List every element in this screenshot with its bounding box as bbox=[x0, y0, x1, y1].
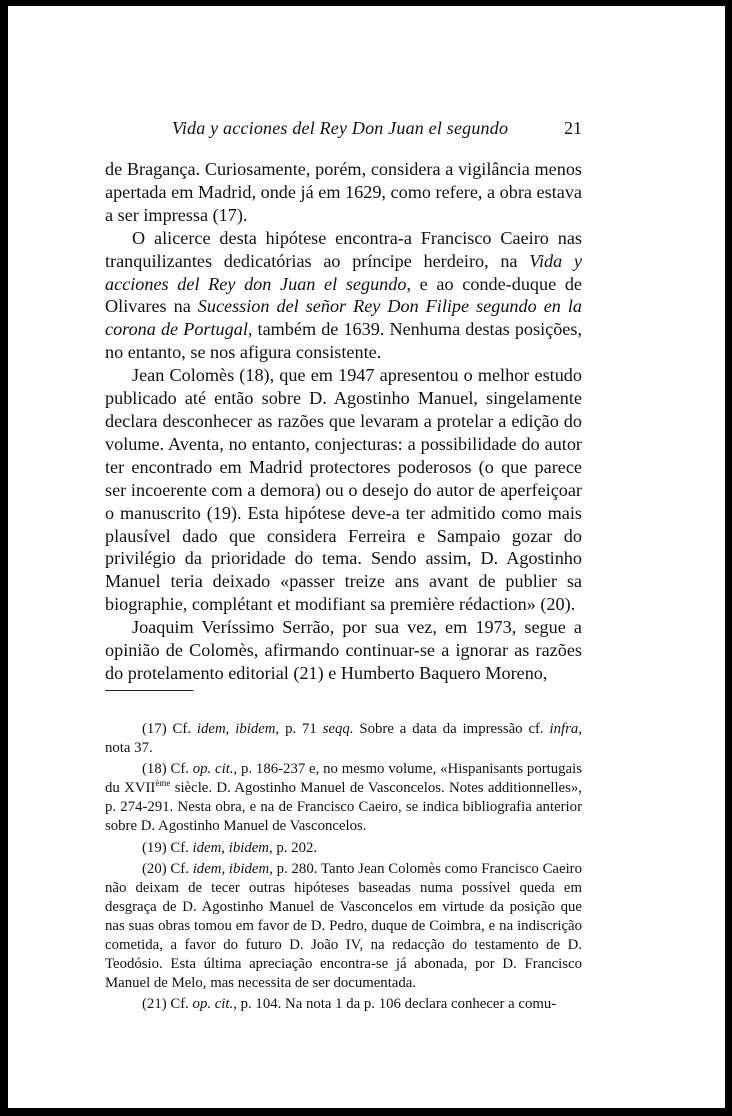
text-run: , p. 186-237 e, no mesmo volume, «Hispanisants portugais du XVII bbox=[105, 761, 582, 797]
text-run: Joaquim Veríssimo Serrão, por sua vez, em 1973, segue a opinião de Colomès, afirmando continuar-se a ignorar as razões do protelamento editorial (21) e Humberto Baquero Moreno, bbox=[105, 617, 582, 683]
text-run: , p. 202. bbox=[268, 839, 318, 856]
text-run: , p. 104. Na nota 1 da p. 106 declara conhecer a comu- bbox=[233, 996, 557, 1013]
book-page bbox=[8, 6, 725, 1108]
paragraph-2 bbox=[105, 227, 582, 364]
text-run: , e ao conde-duque de Olivares na bbox=[105, 273, 583, 317]
text-run: (17) Cf. bbox=[142, 721, 197, 737]
text-run: (19) Cf. bbox=[142, 839, 193, 856]
work-title-sucession: Sucession del señor Rey Don Filipe segundo en la corona de Portugal bbox=[105, 296, 582, 340]
page-number: 21 bbox=[564, 118, 582, 138]
main-text bbox=[105, 158, 582, 685]
text-run: , também de 1639. Nenhuma destas posições, no entanto, se nos afigura consistente. bbox=[105, 319, 582, 363]
text-run: , nota 37. bbox=[105, 721, 582, 757]
footnote-separator bbox=[105, 690, 193, 691]
text-run: (18) Cf. bbox=[142, 761, 193, 778]
italic-run: idem, ibidem bbox=[192, 860, 270, 877]
running-title: Vida y acciones del Rey Don Juan el segundo bbox=[172, 118, 509, 138]
footnote-21 bbox=[105, 995, 582, 1014]
text-run: , p. 71 bbox=[275, 721, 323, 737]
paragraph-3 bbox=[105, 364, 582, 616]
italic-run: op. cit. bbox=[192, 996, 234, 1013]
footnotes bbox=[105, 720, 582, 1016]
italic-run: seqq. bbox=[322, 721, 354, 737]
text-run: (21) Cf. bbox=[142, 996, 193, 1013]
footnote-17 bbox=[105, 720, 582, 758]
text-run: Jean Colomès (18), que em 1947 apresentou o melhor estudo publicado até então sobre D. Agostinho Manuel, singelamente declara desconhecer as razões que levaram a protelar a edição do volume. Aventa, no entanto, conjecturas: a possibilidade do autor ter encontrado em Madrid protectores poderosos (o que parece ser incoerente com a demora) ou o desejo do autor de aperfeiçoar o manuscrito (19). Esta hipótese deve-a ter admitido como mais plausível dado que considera Ferreira e Sampaio gozar do privilégio da prioridade do tema. Sendo assim, D. Agostinho Manuel teria deixado «passer treize ans avant de publier sa biographie, complétant et modifiant sa première rédaction» (20). bbox=[105, 365, 582, 615]
italic-run: op. cit. bbox=[192, 761, 234, 778]
work-title-vida: Vida y acciones del Rey don Juan el segundo bbox=[105, 250, 582, 294]
italic-run: infra bbox=[549, 721, 579, 737]
footnote-20 bbox=[105, 860, 582, 994]
superscript: ème bbox=[155, 778, 171, 789]
text-run: O alicerce desta hipótese encontra-a Francisco Caeiro nas tranquilizantes dedicatórias ao príncipe herdeiro, na bbox=[105, 227, 582, 271]
running-header bbox=[104, 118, 582, 148]
italic-run: idem, ibidem bbox=[192, 839, 269, 856]
text-run: (20) Cf. bbox=[142, 860, 193, 877]
footnote-19 bbox=[105, 839, 582, 858]
text-run: siècle. D. Agostinho Manuel de Vasconcelos. Notes additionnelles», p. 274-291. Nesta obra, e na de Francisco Caeiro, se indica bibliografia anterior sobre D. Agostinho Manuel de Vasconcelos. bbox=[105, 780, 582, 835]
text-run: , p. 280. Tanto Jean Colomès como Francisco Caeiro não deixam de tecer outras hipóteses baseadas numa possível queda em desgraça de D. Agostinho Manuel de Vasconcelos em virtude da posição que nas suas obras tomou em favor de D. Pedro, duque de Coimbra, e na indiscrição cometida, a favor do futuro D. João IV, na redacção do testamento de D. Teodósio. Esta última apreciação encontra-se já abonada, por D. Francisco Manuel de Melo, mas necessita de ser documentada. bbox=[105, 860, 583, 992]
text-run: Sobre a data da impressão cf. bbox=[353, 721, 550, 737]
italic-run: idem, ibidem bbox=[196, 721, 276, 737]
text-run: de Bragança. Curiosamente, porém, considera a vigilância menos apertada em Madrid, onde já em 1629, como refere, a obra estava a ser impressa (17). bbox=[105, 159, 582, 225]
paragraph-1 bbox=[105, 158, 582, 227]
footnote-18 bbox=[105, 760, 582, 836]
paragraph-4 bbox=[105, 616, 582, 685]
